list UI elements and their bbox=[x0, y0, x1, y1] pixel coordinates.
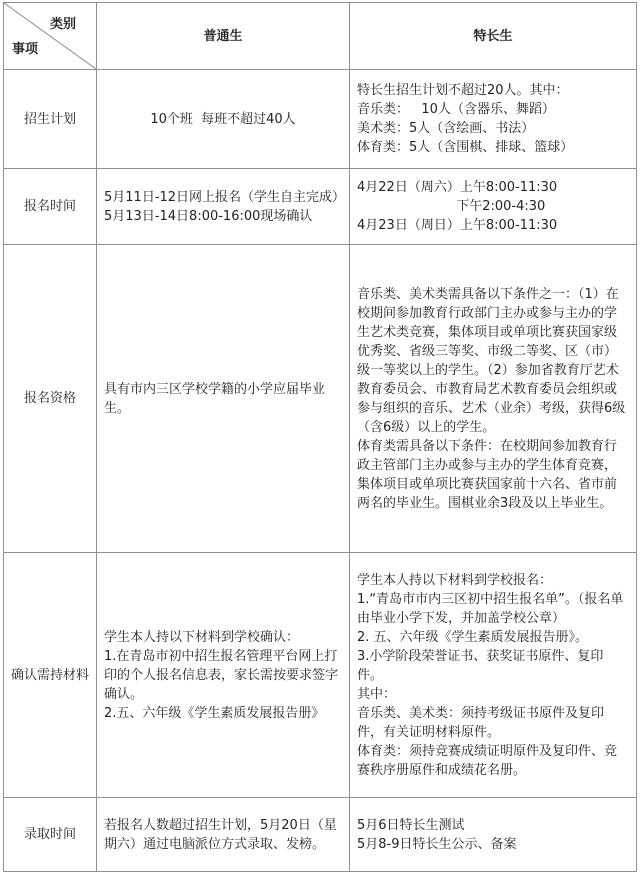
row-label: 录取时间 bbox=[4, 798, 97, 872]
regular-cell bbox=[97, 70, 350, 169]
cell-line: 美术类：5人（含绘画、书法） bbox=[357, 121, 535, 136]
cell-line: 音乐类： 10人（含器乐、舞蹈） bbox=[357, 102, 555, 117]
cell-line: 体育类：须持竞赛成绩证明原件及复印件、竞赛秩序册原件和成绩花名册。 bbox=[357, 743, 618, 778]
cell-line: 特长生招生计划不超过20人。其中： bbox=[357, 83, 569, 98]
cell-line: 学生本人持以下材料到学校报名： bbox=[357, 572, 553, 588]
enrollment-table bbox=[3, 2, 637, 872]
cell-line: 3.小学阶段荣誉证书、获奖证书原件、复印件。 bbox=[357, 648, 604, 683]
row-label: 确认需持材料 bbox=[4, 553, 97, 798]
cell-line: 具有市内三区学校学籍的小学应届毕业生。 bbox=[104, 381, 326, 416]
special-cell bbox=[350, 245, 637, 553]
row-materials bbox=[4, 553, 637, 798]
cell-line: 若报名人数超过招生计划，5月20日（星期六）通过电脑派位方式录取、发榜。 bbox=[104, 817, 337, 852]
cell-line: 10个班 每班不超过40人 bbox=[150, 111, 296, 127]
cell-line: 其中： bbox=[357, 686, 397, 702]
cell-line: 5月13日-14日8:00-16:00现场确认 bbox=[104, 208, 313, 224]
special-cell bbox=[350, 553, 637, 798]
cell-line: 2.五、六年级《学生素质发展报告册》 bbox=[104, 705, 325, 721]
special-cell bbox=[350, 798, 637, 872]
row-eligibility bbox=[4, 245, 637, 553]
cell-line: 体育类：5人（含围棋、排球、篮球） bbox=[357, 140, 574, 155]
cell-line: 1.在青岛市初中招生报名管理平台网上打印的个人报名信息表，家长需按要求签字确认。 bbox=[104, 648, 339, 702]
diagonal-divider bbox=[4, 3, 96, 69]
cell-line: 2. 五、六年级《学生素质发展报告册》。 bbox=[357, 629, 589, 645]
cell-line: 音乐类、美术类：须持考级证书原件及复印件，有关证明材料原件。 bbox=[357, 705, 605, 740]
regular-cell bbox=[97, 798, 350, 872]
cell-line: 5月11日-12日网上报名（学生自主完成） bbox=[104, 189, 346, 205]
cell-line: 学生本人持以下材料到学校确认： bbox=[104, 629, 300, 645]
cell-line: 体育类需具备以下条件：在校期间参加教育行政主管部门主办或参与主办的学生体育竞赛，集体项目或单项比赛获国家前十六名、省市前两名的毕业生。围棋业余3段及以上毕业生。 bbox=[357, 438, 618, 511]
row-label: 报名时间 bbox=[4, 169, 97, 245]
corner-bottom-label: 事项 bbox=[12, 42, 39, 57]
corner-cell bbox=[4, 3, 97, 70]
row-admission-time bbox=[4, 798, 637, 872]
cell-line: 1.“青岛市市内三区初中招生报名单”。（报名单由毕业小学下发，并加盖学校公章） bbox=[357, 591, 624, 626]
corner-top-label: 类别 bbox=[49, 17, 76, 32]
row-registration-time bbox=[4, 169, 637, 245]
cell-line: 5月8-9日特长生公示、备案 bbox=[357, 836, 517, 852]
regular-cell bbox=[97, 553, 350, 798]
special-cell bbox=[350, 70, 637, 169]
header-row bbox=[4, 3, 637, 70]
cell-line: 4月22日（周六）上午8:00-11:30 bbox=[357, 180, 558, 195]
row-label: 招生计划 bbox=[4, 70, 97, 169]
cell-line: 下午2:00-4:30 bbox=[357, 199, 546, 214]
col-header-regular: 普通生 bbox=[97, 3, 350, 70]
cell-line: 4月23日（周日）上午8:00-11:30 bbox=[357, 218, 558, 233]
cell-line: 音乐类、美术类需具备以下条件之一：（1）在校期间参加教育行政部门主办或参与主办的学生艺术类竞赛，集体项目或单项比赛获国家级优秀奖、省级三等奖、市级二等奖、区（市）级一等奖以上的学生。（2）参加省教育厅艺术教育委员会、市教育局艺术教育委员会组织或参与组织的音乐、艺术（业余）考级，获得6级（含6级）以上的学生。 bbox=[357, 286, 626, 435]
row-plan bbox=[4, 70, 637, 169]
regular-cell bbox=[97, 169, 350, 245]
cell-line: 5月6日特长生测试 bbox=[357, 817, 465, 833]
col-header-special: 特长生 bbox=[350, 3, 637, 70]
regular-cell bbox=[97, 245, 350, 553]
row-label: 报名资格 bbox=[4, 245, 97, 553]
special-cell bbox=[350, 169, 637, 245]
